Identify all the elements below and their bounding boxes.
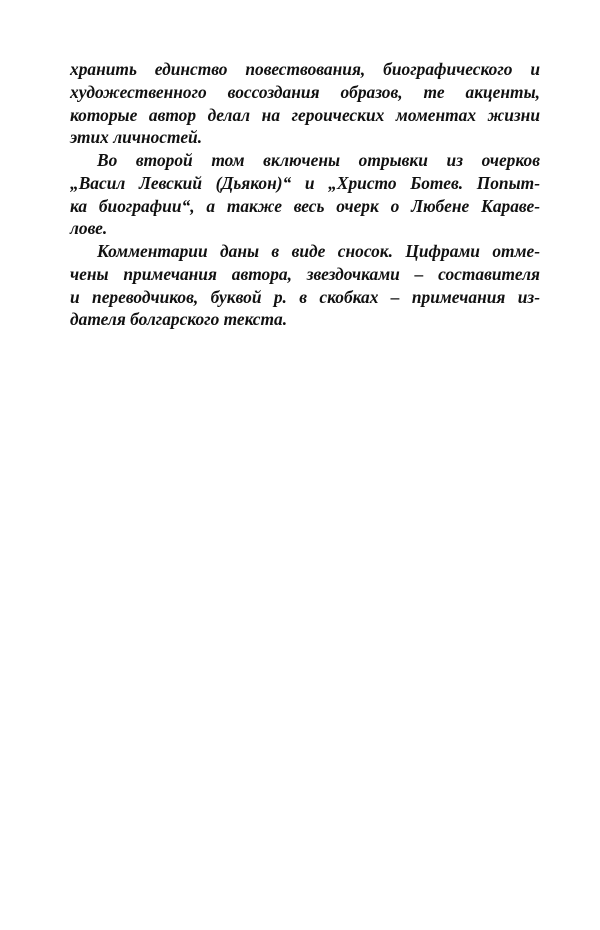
paragraph-1 [70, 58, 540, 149]
text-line: Во второй том включены отрывки из очерков [97, 150, 540, 170]
paragraph-3 [70, 240, 540, 331]
text-line: ка биографии“, а также весь очерк о Любене Караве- [70, 195, 540, 216]
text-line: этих личностей. [70, 127, 203, 148]
text-line: лове. [70, 218, 108, 239]
text-line: Комментарии даны в виде сносок. Цифрами отме- [97, 241, 540, 261]
text-line: и переводчиков, буквой р. в скобках – примечания из- [70, 286, 540, 307]
text-line: хранить единство повествования, биографического и [70, 59, 540, 79]
text-line: „Васил Левский (Дьякон)“ и „Христо Ботев. Попыт- [70, 172, 540, 193]
text-line: которые автор делал на героических моментах жизни [70, 104, 540, 125]
paragraph-2 [70, 149, 540, 240]
text-line: дателя болгарского текста. [70, 309, 288, 330]
text-line: художественного воссоздания образов, те акценты, [70, 81, 540, 102]
text-line: чены примечания автора, звездочками – составителя [70, 263, 540, 284]
body-text [70, 58, 540, 331]
